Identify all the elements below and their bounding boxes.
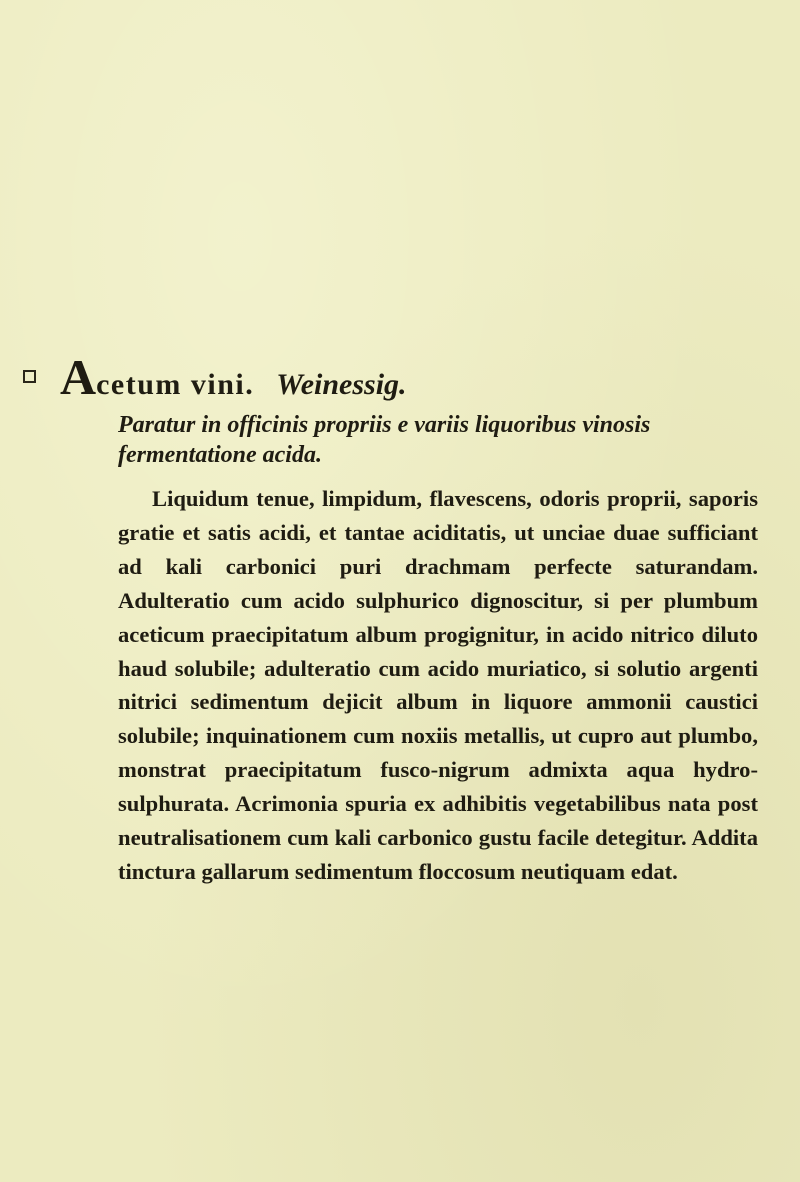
entry-heading: [60, 349, 407, 405]
margin-checkbox[interactable]: [23, 370, 36, 383]
german-name: Weinessig.: [276, 368, 407, 401]
entry-title: cetum vini.: [96, 368, 255, 401]
entry-body: Liquidum tenue, limpidum, flavescens, odoris proprii, saporis gratie et satis acidi, et tantae aciditatis, ut unciae duae sufficiant ad kali carbonici puri drachmam perfecte saturandam. Adulteratio cum acido sulphurico dignoscitur, si per plumbum aceticum praecipitatum album progignitur, in acido nitrico diluto haud solubile; adulteratio cum acido muriatico, si solutio argenti nitrici sedimentum dejicit album in liquore ammonii caustici solubile; inquinationem cum noxiis metallis, ut cupro aut plumbo, monstrat praecipitatum fusco-nigrum admixta aqua hydro-sulphurata. Acrimonia spuria ex adhibitis vegetabilibus nata post neutralisationem cum kali carbonico gustu facile detegitur. Addita tinctura gallarum sedimentum floccosum neutiquam edat.: [118, 486, 758, 884]
entry-subtitle: Paratur in officinis propriis e variis liquoribus vinosis fermentatione acida.: [118, 412, 651, 468]
title-initial: A: [60, 349, 97, 405]
